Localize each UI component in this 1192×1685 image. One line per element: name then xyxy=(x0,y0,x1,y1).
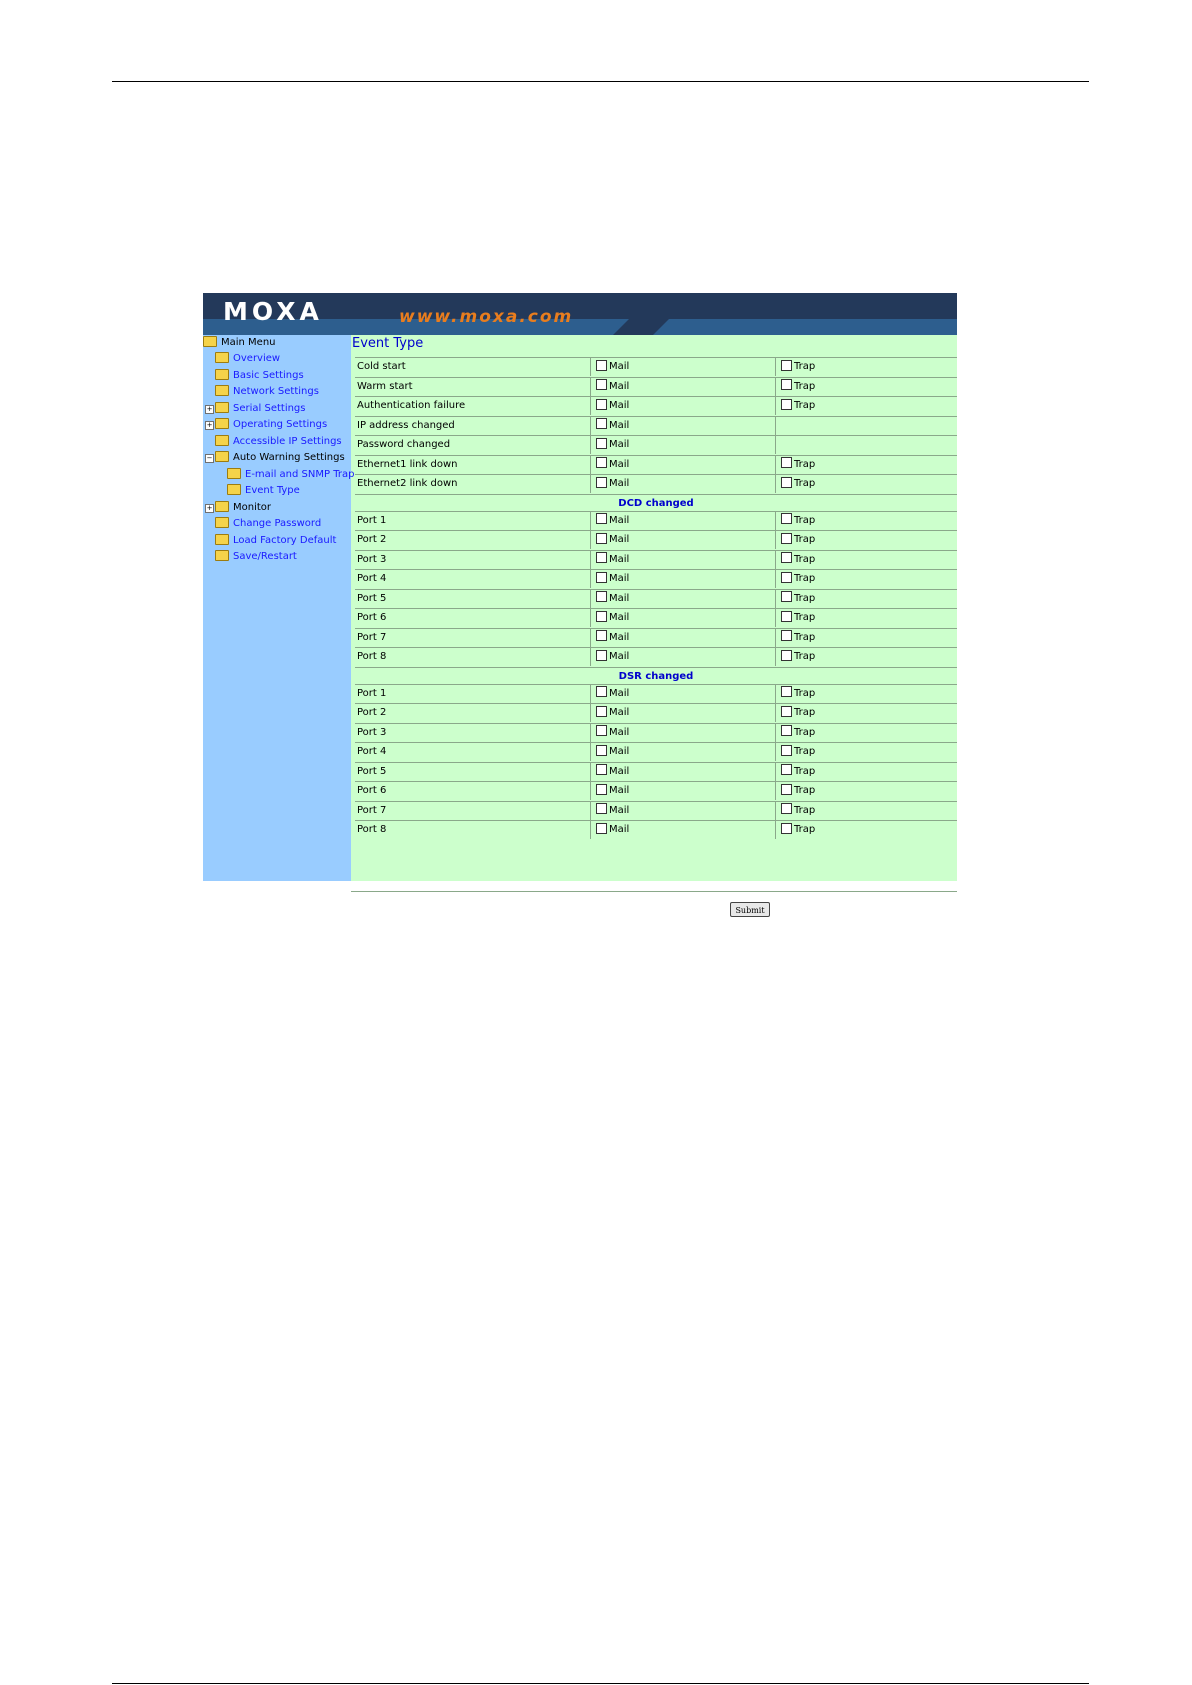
trap-label: Trap xyxy=(794,573,816,584)
event-label: Port 2 xyxy=(355,531,591,549)
mail-checkbox[interactable] xyxy=(596,418,607,429)
event-label: Port 8 xyxy=(355,821,591,839)
mail-cell xyxy=(592,743,776,761)
trap-cell xyxy=(777,802,957,820)
mail-cell xyxy=(592,629,776,647)
mail-cell xyxy=(592,531,776,549)
mail-label: Mail xyxy=(609,746,630,757)
trap-cell xyxy=(777,743,957,761)
sidebar-item-label: E-mail and SNMP Trap xyxy=(245,469,355,480)
mail-checkbox[interactable] xyxy=(596,803,607,814)
trap-cell xyxy=(777,397,957,415)
mail-label: Mail xyxy=(609,380,630,392)
web-console-screenshot xyxy=(203,293,957,915)
trap-checkbox[interactable] xyxy=(781,823,792,834)
trap-cell xyxy=(777,358,957,376)
mail-label: Mail xyxy=(609,765,630,777)
sidebar-item-serial-settings[interactable] xyxy=(215,401,306,417)
collapse-minus-icon[interactable]: − xyxy=(206,454,213,462)
event-label: Port 1 xyxy=(355,685,591,703)
table-row xyxy=(355,684,957,703)
trap-label: Trap xyxy=(794,765,816,777)
trap-checkbox[interactable] xyxy=(781,784,792,795)
mail-checkbox[interactable] xyxy=(596,784,607,795)
table-row xyxy=(355,396,957,415)
event-label: Warm start xyxy=(355,378,591,396)
trap-cell xyxy=(777,512,957,530)
trap-cell xyxy=(777,782,957,800)
mail-cell xyxy=(592,685,776,703)
folder-open-icon xyxy=(203,336,217,347)
event-label: IP address changed xyxy=(355,417,591,435)
folder-icon xyxy=(215,369,229,380)
trap-checkbox[interactable] xyxy=(781,477,792,488)
trap-checkbox[interactable] xyxy=(781,725,792,736)
trap-cell xyxy=(777,531,957,549)
sidebar-item-email-and-snmp-trap[interactable] xyxy=(227,467,354,483)
mail-checkbox[interactable] xyxy=(596,399,607,410)
expand-plus-icon[interactable]: + xyxy=(206,405,213,413)
folder-icon xyxy=(215,534,229,545)
trap-checkbox[interactable] xyxy=(781,611,792,622)
sidebar-item-label: Basic Settings xyxy=(233,370,304,381)
sidebar-item-label: Operating Settings xyxy=(233,419,328,430)
table-row xyxy=(355,762,957,781)
trap-cell xyxy=(777,629,957,647)
mail-cell xyxy=(592,512,776,530)
event-label: Port 7 xyxy=(355,802,591,820)
trap-checkbox[interactable] xyxy=(781,552,792,563)
trap-cell xyxy=(777,724,957,742)
event-label: Ethernet2 link down xyxy=(355,475,591,493)
page-title: Event Type xyxy=(352,336,424,351)
trap-cell xyxy=(777,436,957,454)
sidebar-item-label: Main Menu xyxy=(221,337,276,348)
mail-label: Mail xyxy=(609,804,630,816)
mail-checkbox[interactable] xyxy=(596,513,607,524)
mail-checkbox[interactable] xyxy=(596,360,607,371)
sidebar-item-label: Overview xyxy=(233,353,281,364)
trap-cell xyxy=(777,475,957,493)
trap-cell xyxy=(777,551,957,569)
mail-checkbox[interactable] xyxy=(596,823,607,834)
trap-cell xyxy=(777,456,957,474)
table-row xyxy=(355,357,957,376)
mail-cell xyxy=(592,436,776,454)
trap-cell xyxy=(777,704,957,722)
trap-checkbox[interactable] xyxy=(781,764,792,775)
trap-checkbox[interactable] xyxy=(781,706,792,717)
trap-label: Trap xyxy=(794,612,816,623)
mail-label: Mail xyxy=(609,824,630,835)
event-label: Authentication failure xyxy=(355,397,591,415)
mail-cell xyxy=(592,551,776,569)
folder-icon xyxy=(227,484,241,495)
mail-checkbox[interactable] xyxy=(596,477,607,488)
event-label: Port 5 xyxy=(355,763,591,781)
trap-label: Trap xyxy=(794,400,816,411)
folder-icon xyxy=(215,352,229,363)
mail-cell xyxy=(592,397,776,415)
table-row xyxy=(355,569,957,588)
mail-label: Mail xyxy=(609,687,630,699)
trap-checkbox[interactable] xyxy=(781,591,792,602)
mail-label: Mail xyxy=(609,458,630,470)
mail-cell xyxy=(592,724,776,742)
mail-checkbox[interactable] xyxy=(596,745,607,756)
folder-icon xyxy=(215,385,229,396)
mail-cell xyxy=(592,821,776,839)
folder-icon xyxy=(215,550,229,561)
sidebar-nav-tree xyxy=(203,335,355,881)
trap-label: Trap xyxy=(794,785,816,796)
sidebar-item-label: Serial Settings xyxy=(233,403,306,414)
trap-label: Trap xyxy=(794,631,816,643)
footer-rule xyxy=(112,1683,1089,1684)
table-row xyxy=(355,550,957,569)
mail-checkbox[interactable] xyxy=(596,686,607,697)
table-row xyxy=(355,781,957,800)
event-label: Port 2 xyxy=(355,704,591,722)
trap-checkbox[interactable] xyxy=(781,650,792,661)
sidebar-item-operating-settings[interactable] xyxy=(215,417,327,433)
sidebar-item-basic-settings[interactable] xyxy=(215,368,304,384)
trap-checkbox[interactable] xyxy=(781,686,792,697)
event-type-form xyxy=(351,335,957,915)
mail-cell xyxy=(592,609,776,627)
table-row xyxy=(355,455,957,474)
mail-checkbox[interactable] xyxy=(596,630,607,641)
mail-cell xyxy=(592,704,776,722)
mail-checkbox[interactable] xyxy=(596,552,607,563)
mail-checkbox[interactable] xyxy=(596,591,607,602)
sidebar-item-label: Load Factory Default xyxy=(233,535,337,546)
table-row xyxy=(355,474,957,493)
mail-label: Mail xyxy=(609,631,630,643)
trap-cell xyxy=(777,570,957,588)
mail-checkbox[interactable] xyxy=(596,725,607,736)
sidebar-item-label: Event Type xyxy=(245,485,300,496)
trap-cell xyxy=(777,648,957,666)
mail-checkbox[interactable] xyxy=(596,650,607,661)
trap-label: Trap xyxy=(794,592,816,604)
mail-label: Mail xyxy=(609,478,630,489)
table-row xyxy=(355,589,957,608)
event-label: Port 3 xyxy=(355,551,591,569)
sidebar-item-change-password[interactable] xyxy=(215,516,321,532)
folder-icon xyxy=(215,435,229,446)
sidebar-item-monitor[interactable] xyxy=(215,500,271,516)
trap-label: Trap xyxy=(794,553,816,565)
sidebar-item-label: Monitor xyxy=(233,502,272,513)
mail-checkbox[interactable] xyxy=(596,706,607,717)
mail-checkbox[interactable] xyxy=(596,379,607,390)
mail-label: Mail xyxy=(609,400,630,411)
table-row xyxy=(355,628,957,647)
table-row xyxy=(355,801,957,820)
mail-cell xyxy=(592,358,776,376)
mail-cell xyxy=(592,456,776,474)
event-label: Port 6 xyxy=(355,782,591,800)
trap-cell xyxy=(777,417,957,435)
mail-label: Mail xyxy=(609,514,630,526)
trap-label: Trap xyxy=(794,746,816,757)
mail-cell xyxy=(592,378,776,396)
mail-label: Mail xyxy=(609,592,630,604)
sidebar-item-label: Network Settings xyxy=(233,386,319,397)
trap-label: Trap xyxy=(794,726,816,738)
submit-divider xyxy=(351,891,957,892)
sidebar-item-network-settings[interactable] xyxy=(215,384,319,400)
event-label: Password changed xyxy=(355,436,591,454)
event-label: Port 4 xyxy=(355,743,591,761)
event-label: Port 8 xyxy=(355,648,591,666)
trap-checkbox[interactable] xyxy=(781,533,792,544)
trap-checkbox[interactable] xyxy=(781,745,792,756)
sidebar-item-label: Accessible IP Settings xyxy=(233,436,342,447)
mail-label: Mail xyxy=(609,439,630,450)
event-label: Port 6 xyxy=(355,609,591,627)
sidebar-item-label: Change Password xyxy=(233,518,322,529)
table-row xyxy=(355,703,957,722)
mail-label: Mail xyxy=(609,726,630,738)
trap-checkbox[interactable] xyxy=(781,572,792,583)
mail-cell xyxy=(592,475,776,493)
dcd-section-header: DCD changed xyxy=(355,494,957,512)
trap-checkbox[interactable] xyxy=(781,399,792,410)
sidebar-item-event-type[interactable] xyxy=(227,483,300,499)
folder-icon xyxy=(227,468,241,479)
trap-label: Trap xyxy=(794,380,816,392)
table-row xyxy=(355,723,957,742)
sidebar-item-label: Save/Restart xyxy=(233,551,297,562)
trap-checkbox[interactable] xyxy=(781,803,792,814)
trap-label: Trap xyxy=(794,804,816,816)
header-rule xyxy=(112,81,1089,82)
event-label: Port 5 xyxy=(355,590,591,608)
table-row xyxy=(355,416,957,435)
trap-checkbox[interactable] xyxy=(781,457,792,468)
mail-cell xyxy=(592,802,776,820)
banner-url: www.moxa.com xyxy=(399,307,574,327)
sidebar-item-label: Auto Warning Settings xyxy=(233,452,345,463)
sidebar-item-auto-warning-settings[interactable] xyxy=(215,450,345,466)
event-label: Cold start xyxy=(355,358,591,376)
moxa-banner xyxy=(203,293,957,335)
table-row xyxy=(355,377,957,396)
table-row xyxy=(355,820,957,839)
mail-label: Mail xyxy=(609,553,630,565)
mail-checkbox[interactable] xyxy=(596,457,607,468)
mail-cell xyxy=(592,590,776,608)
table-row xyxy=(355,511,957,530)
expand-plus-icon[interactable]: + xyxy=(206,504,213,512)
mail-label: Mail xyxy=(609,612,630,623)
sidebar-item-accessible-ip-settings[interactable] xyxy=(215,434,342,450)
mail-cell xyxy=(592,782,776,800)
event-label: Port 4 xyxy=(355,570,591,588)
table-row xyxy=(355,435,957,454)
expand-plus-icon[interactable]: + xyxy=(206,421,213,429)
trap-cell xyxy=(777,609,957,627)
event-label: Port 1 xyxy=(355,512,591,530)
sidebar-item-save-restart[interactable] xyxy=(215,549,297,565)
folder-icon xyxy=(215,418,229,429)
mail-cell xyxy=(592,417,776,435)
event-label: Port 3 xyxy=(355,724,591,742)
trap-label: Trap xyxy=(794,478,816,489)
trap-label: Trap xyxy=(794,361,816,372)
trap-label: Trap xyxy=(794,534,816,545)
mail-checkbox[interactable] xyxy=(596,764,607,775)
event-label: Port 7 xyxy=(355,629,591,647)
mail-label: Mail xyxy=(609,707,630,718)
mail-checkbox[interactable] xyxy=(596,438,607,449)
sidebar-item-main-menu[interactable] xyxy=(203,335,276,351)
trap-checkbox[interactable] xyxy=(781,630,792,641)
dsr-section-header: DSR changed xyxy=(355,667,957,685)
folder-icon xyxy=(215,517,229,528)
mail-label: Mail xyxy=(609,573,630,584)
table-row xyxy=(355,530,957,549)
mail-label: Mail xyxy=(609,419,630,431)
trap-label: Trap xyxy=(794,687,816,699)
folder-open-icon xyxy=(215,451,229,462)
mail-label: Mail xyxy=(609,785,630,796)
trap-checkbox[interactable] xyxy=(781,379,792,390)
mail-cell xyxy=(592,570,776,588)
trap-cell xyxy=(777,821,957,839)
mail-checkbox[interactable] xyxy=(596,572,607,583)
folder-icon xyxy=(215,501,229,512)
table-row xyxy=(355,742,957,761)
trap-label: Trap xyxy=(794,651,816,662)
mail-cell xyxy=(592,763,776,781)
mail-cell xyxy=(592,648,776,666)
moxa-logo: MOXA xyxy=(223,297,323,326)
trap-label: Trap xyxy=(794,824,816,835)
mail-checkbox[interactable] xyxy=(596,611,607,622)
mail-checkbox[interactable] xyxy=(596,533,607,544)
sidebar-item-load-factory-default[interactable] xyxy=(215,533,336,549)
trap-cell xyxy=(777,378,957,396)
trap-cell xyxy=(777,763,957,781)
trap-checkbox[interactable] xyxy=(781,513,792,524)
trap-checkbox[interactable] xyxy=(781,360,792,371)
table-row xyxy=(355,647,957,666)
mail-label: Mail xyxy=(609,651,630,662)
trap-label: Trap xyxy=(794,514,816,526)
table-row xyxy=(355,608,957,627)
sidebar-item-overview[interactable] xyxy=(215,351,280,367)
submit-button[interactable]: Submit xyxy=(730,902,770,917)
mail-label: Mail xyxy=(609,361,630,372)
trap-label: Trap xyxy=(794,458,816,470)
event-label: Ethernet1 link down xyxy=(355,456,591,474)
trap-cell xyxy=(777,685,957,703)
trap-cell xyxy=(777,590,957,608)
folder-icon xyxy=(215,402,229,413)
mail-label: Mail xyxy=(609,534,630,545)
trap-label: Trap xyxy=(794,707,816,718)
